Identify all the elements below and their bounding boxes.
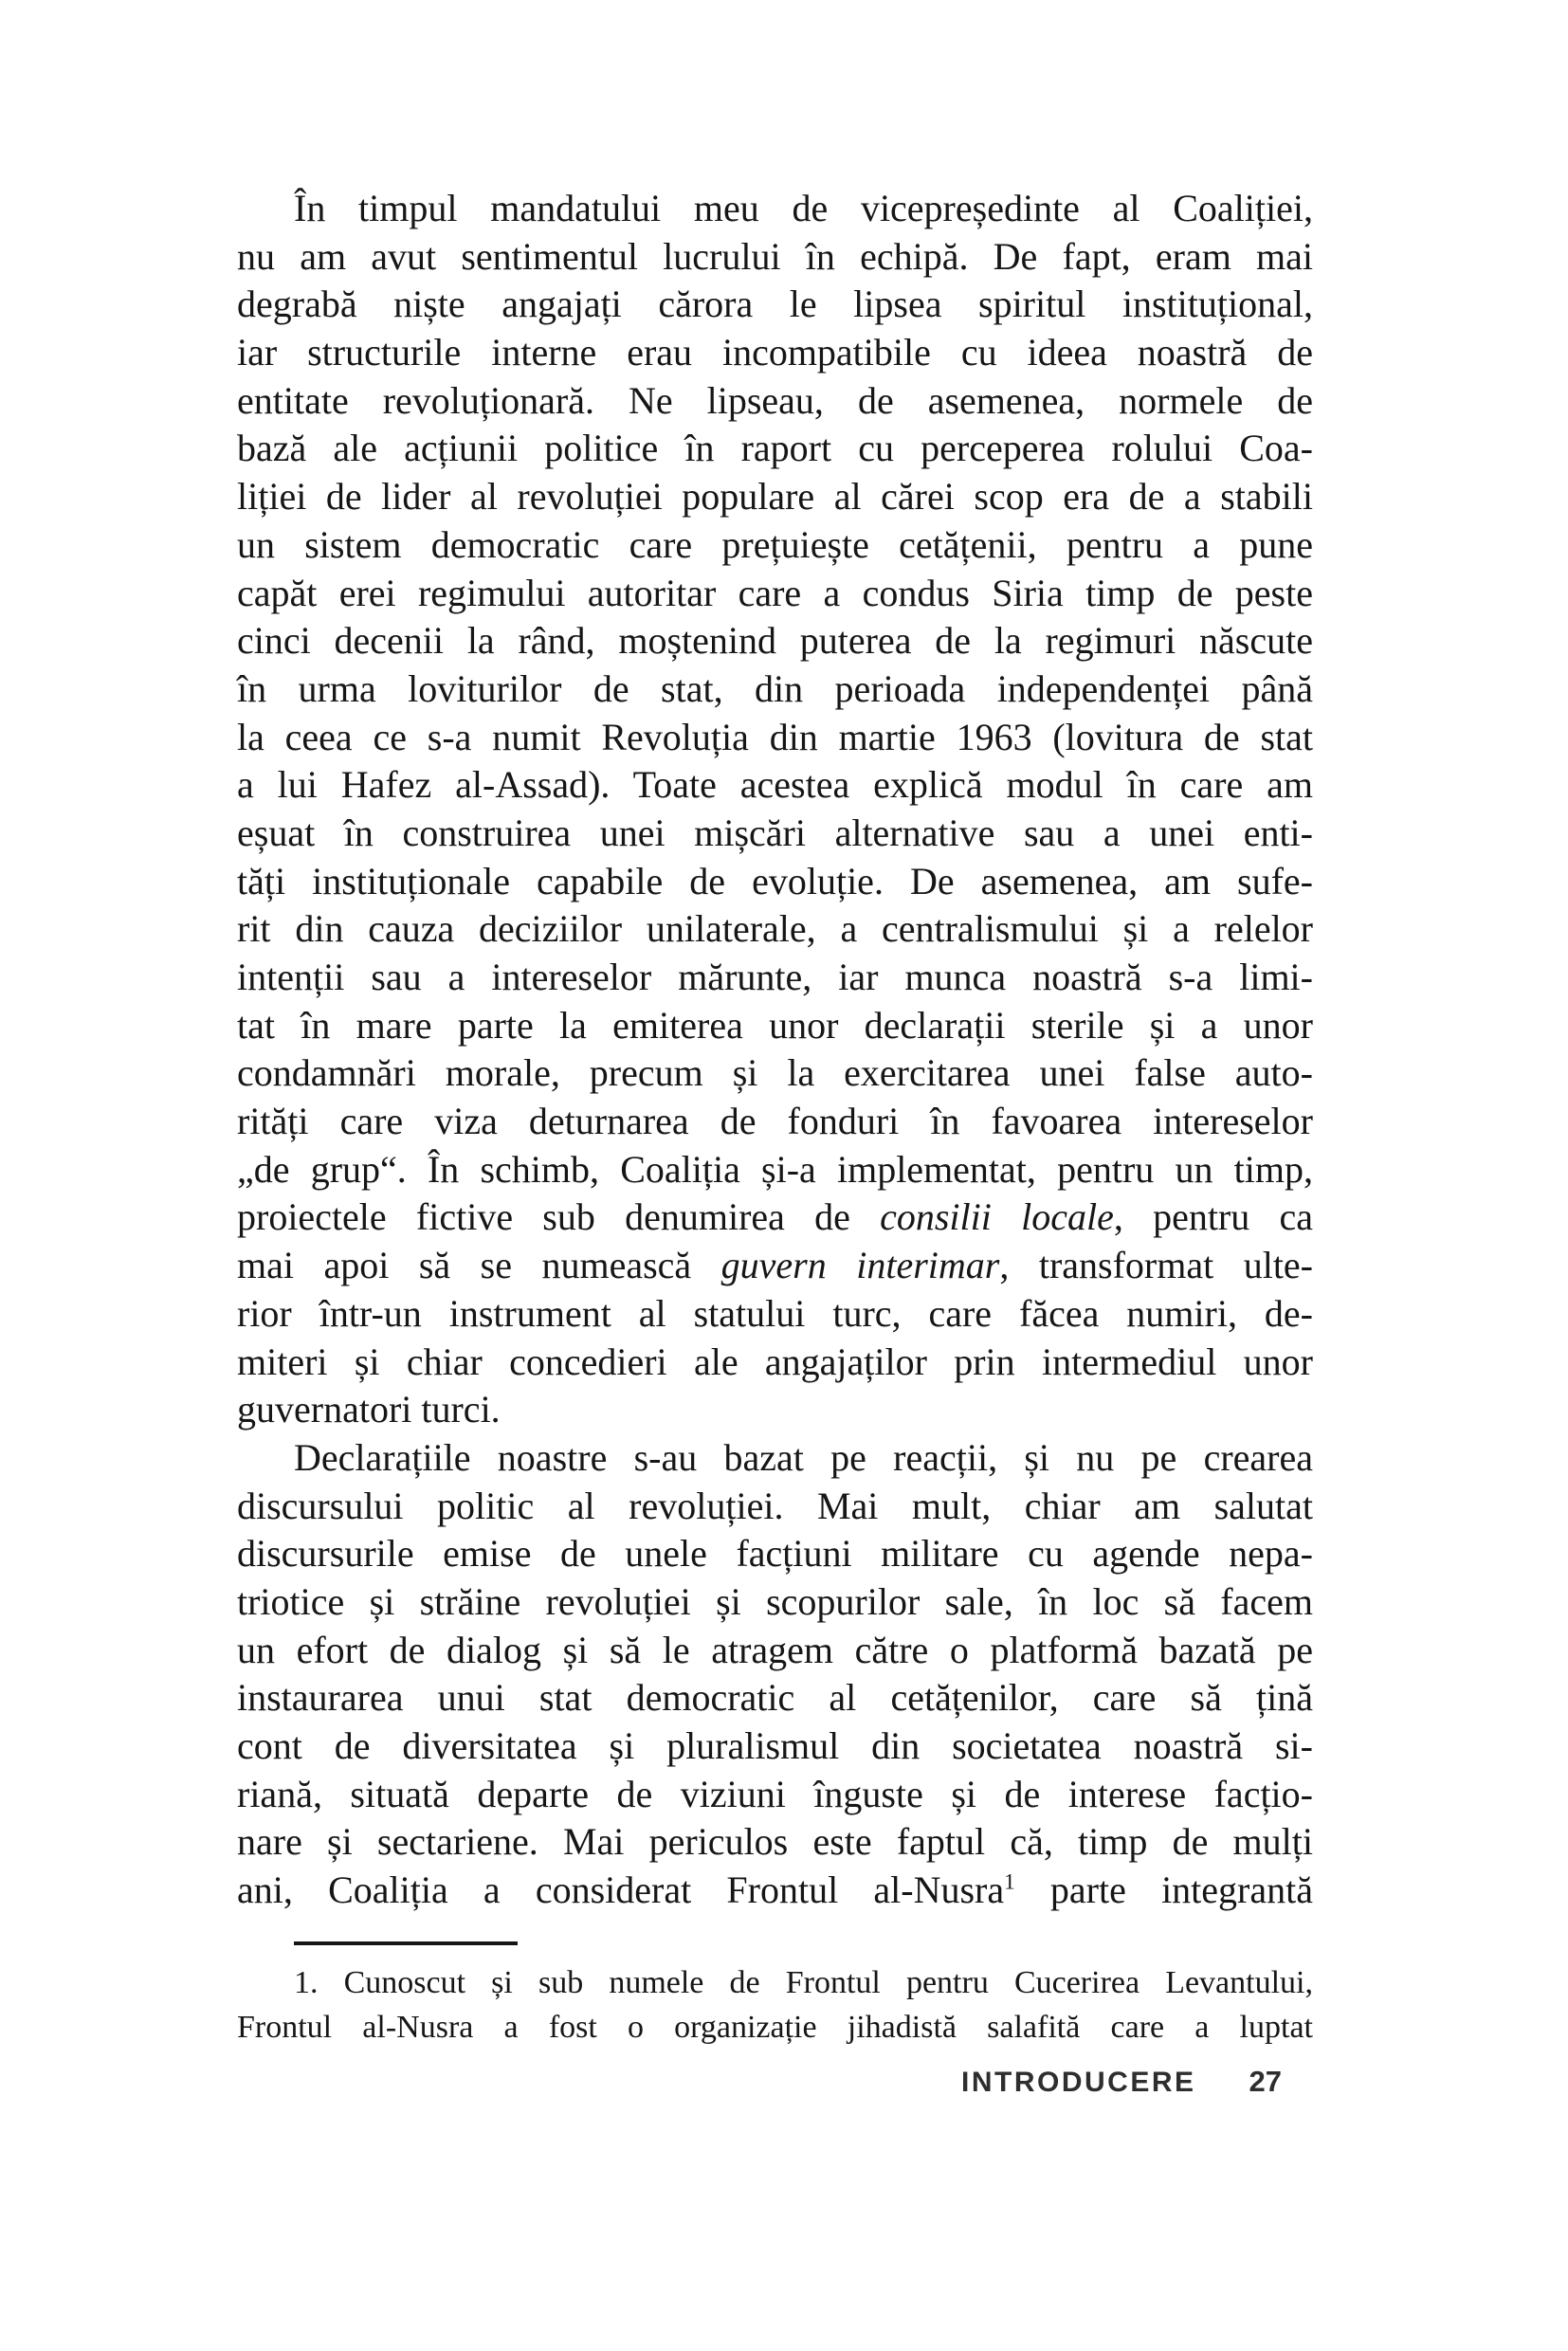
text-line [237,1049,1313,1098]
text-line [237,329,1313,377]
text-segment: entitate revoluționară. Ne lipseau, de asemenea, normele de [237,378,1313,422]
text-segment: , transformat ulte- [999,1244,1314,1287]
footnote-separator [294,1941,518,1945]
text-line [237,1818,1313,1867]
text-segment: degrabă niște angajați cărora le lipsea spiritul instituțional, [237,282,1313,326]
text-line [237,858,1313,906]
text-segment: consilii locale [880,1195,1114,1239]
text-line [237,1578,1313,1627]
text-line [237,954,1313,1002]
text-line [237,1627,1313,1675]
text-line [237,425,1313,473]
text-segment: În timpul mandatului meu de vicepreședinte al Coaliției, [294,187,1313,229]
text-line [237,1339,1313,1387]
text-segment: în urma loviturilor de stat, din perioada independenței până [237,666,1313,710]
main-text [237,185,1313,1915]
text-segment: ani, Coaliția a considerat Frontul al-Nusra [237,1868,1005,1912]
text-segment: guvernatori turci. [237,1388,501,1431]
text-segment: iar structurile interne erau incompatibile cu ideea noastră de [237,331,1313,374]
text-line [237,185,1313,233]
text-segment: eșuat în construirea unei mișcări alternative sau a unei enti- [237,811,1313,854]
page-footer [237,2065,1282,2099]
text-segment: cont de diversitatea și pluralismul din societatea noastră si- [237,1724,1313,1767]
text-segment: cinci decenii la rând, moștenind puterea de la regimuri născute [237,619,1313,663]
page-number: 27 [1249,2065,1282,2098]
text-line [237,1771,1313,1819]
text-segment: a lui Hafez al-Assad). Toate acestea explică modul în care am [237,763,1313,807]
text-segment: la ceea ce s-a numit Revoluția din martie 1963 (lovitura de stat [237,715,1313,758]
text-line [237,761,1313,810]
text-segment: parte integrantă [1014,1868,1313,1912]
text-line [237,1483,1313,1531]
text-line [237,810,1313,858]
text-segment: tat în mare parte la emiterea unor declarații sterile și a unor [237,1003,1313,1047]
text-line [237,665,1313,714]
text-line [237,1386,1313,1434]
text-segment: Frontul al-Nusra a fost o organizație jihadistă salafită care a luptat [237,2010,1313,2045]
text-line [237,617,1313,665]
text-line [237,1960,1313,2005]
text-segment: un sistem democratic care prețuiește cetățenii, pentru a pune [237,522,1313,566]
text-line [237,1434,1313,1483]
footnote-reference: 1 [1004,1869,1015,1895]
text-segment: intenții sau a intereselor mărunte, iar munca noastră s-a limi- [237,956,1313,998]
text-segment: tăți instituționale capabile de evoluție. De asemenea, am sufe- [237,859,1313,902]
text-segment: triotice și străine revoluției și scopurilor sale, în loc să facem [237,1579,1313,1623]
text-segment: nu am avut sentimentul lucrului în echipă. De fapt, eram mai [237,234,1313,278]
text-segment: 1. Cunoscut și sub numele de Frontul pentru Cucerirea Levantului, [294,1965,1313,2000]
text-line [237,1530,1313,1578]
section-label: INTRODUCERE [961,2067,1196,2098]
text-segment: discursurile emise de unele facțiuni militare cu agende nepa- [237,1532,1313,1576]
text-line [237,281,1313,329]
text-line [237,1194,1313,1242]
text-segment: un efort de dialog și să le atragem către o platformă bazată pe [237,1628,1313,1671]
text-segment: „de grup“. În schimb, Coaliția și-a implementat, pentru un timp, [237,1147,1313,1191]
text-segment: mai apoi să se numească [237,1244,721,1287]
text-segment: , pentru ca [1113,1195,1313,1239]
text-segment: discursului politic al revoluției. Mai mult, chiar am salutat [237,1484,1313,1527]
text-line [237,1146,1313,1194]
text-line [237,1098,1313,1146]
text-segment: nare și sectariene. Mai periculos este faptul că, timp de mulți [237,1820,1313,1864]
text-line [237,233,1313,282]
text-segment: rit din cauza deciziilor unilaterale, a centralismului și a relelor [237,907,1313,951]
text-line [237,1867,1313,1915]
text-segment: instaurarea unui stat democratic al cetățenilor, care să țină [237,1676,1313,1720]
text-line [237,570,1313,618]
text-line [237,377,1313,426]
text-segment: riană, situată departe de viziuni înguste și de interese facțio- [237,1772,1313,1815]
text-segment: proiectele fictive sub denumirea de [237,1195,881,1239]
text-line [237,473,1313,521]
footnote [237,1960,1313,2050]
text-line [237,1722,1313,1771]
text-line [237,1674,1313,1722]
text-line [237,521,1313,570]
text-segment: guvern interimar [720,1244,1000,1287]
text-line [237,905,1313,954]
text-segment: rior într-un instrument al statului turc, care făcea numiri, de- [237,1291,1313,1335]
text-line [237,2005,1313,2050]
text-segment: condamnări morale, precum și la exercitarea unei false auto- [237,1051,1313,1095]
text-line [237,1290,1313,1339]
text-segment: capăt erei regimului autoritar care a condus Siria timp de peste [237,571,1313,614]
text-segment: Declarațiile noastre s-au bazat pe reacții, și nu pe crearea [294,1435,1313,1479]
text-line [237,1242,1313,1290]
text-line [237,714,1313,762]
text-segment: rități care viza deturnarea de fonduri în favoarea intereselor [237,1100,1313,1143]
text-line [237,1002,1313,1050]
text-segment: miteri și chiar concedieri ale angajaților prin intermediul unor [237,1340,1313,1383]
text-segment: liției de lider al revoluției populare al cărei scop era de a stabili [237,475,1313,519]
text-segment: bază ale acțiunii politice în raport cu perceperea rolului Coa- [237,427,1313,470]
